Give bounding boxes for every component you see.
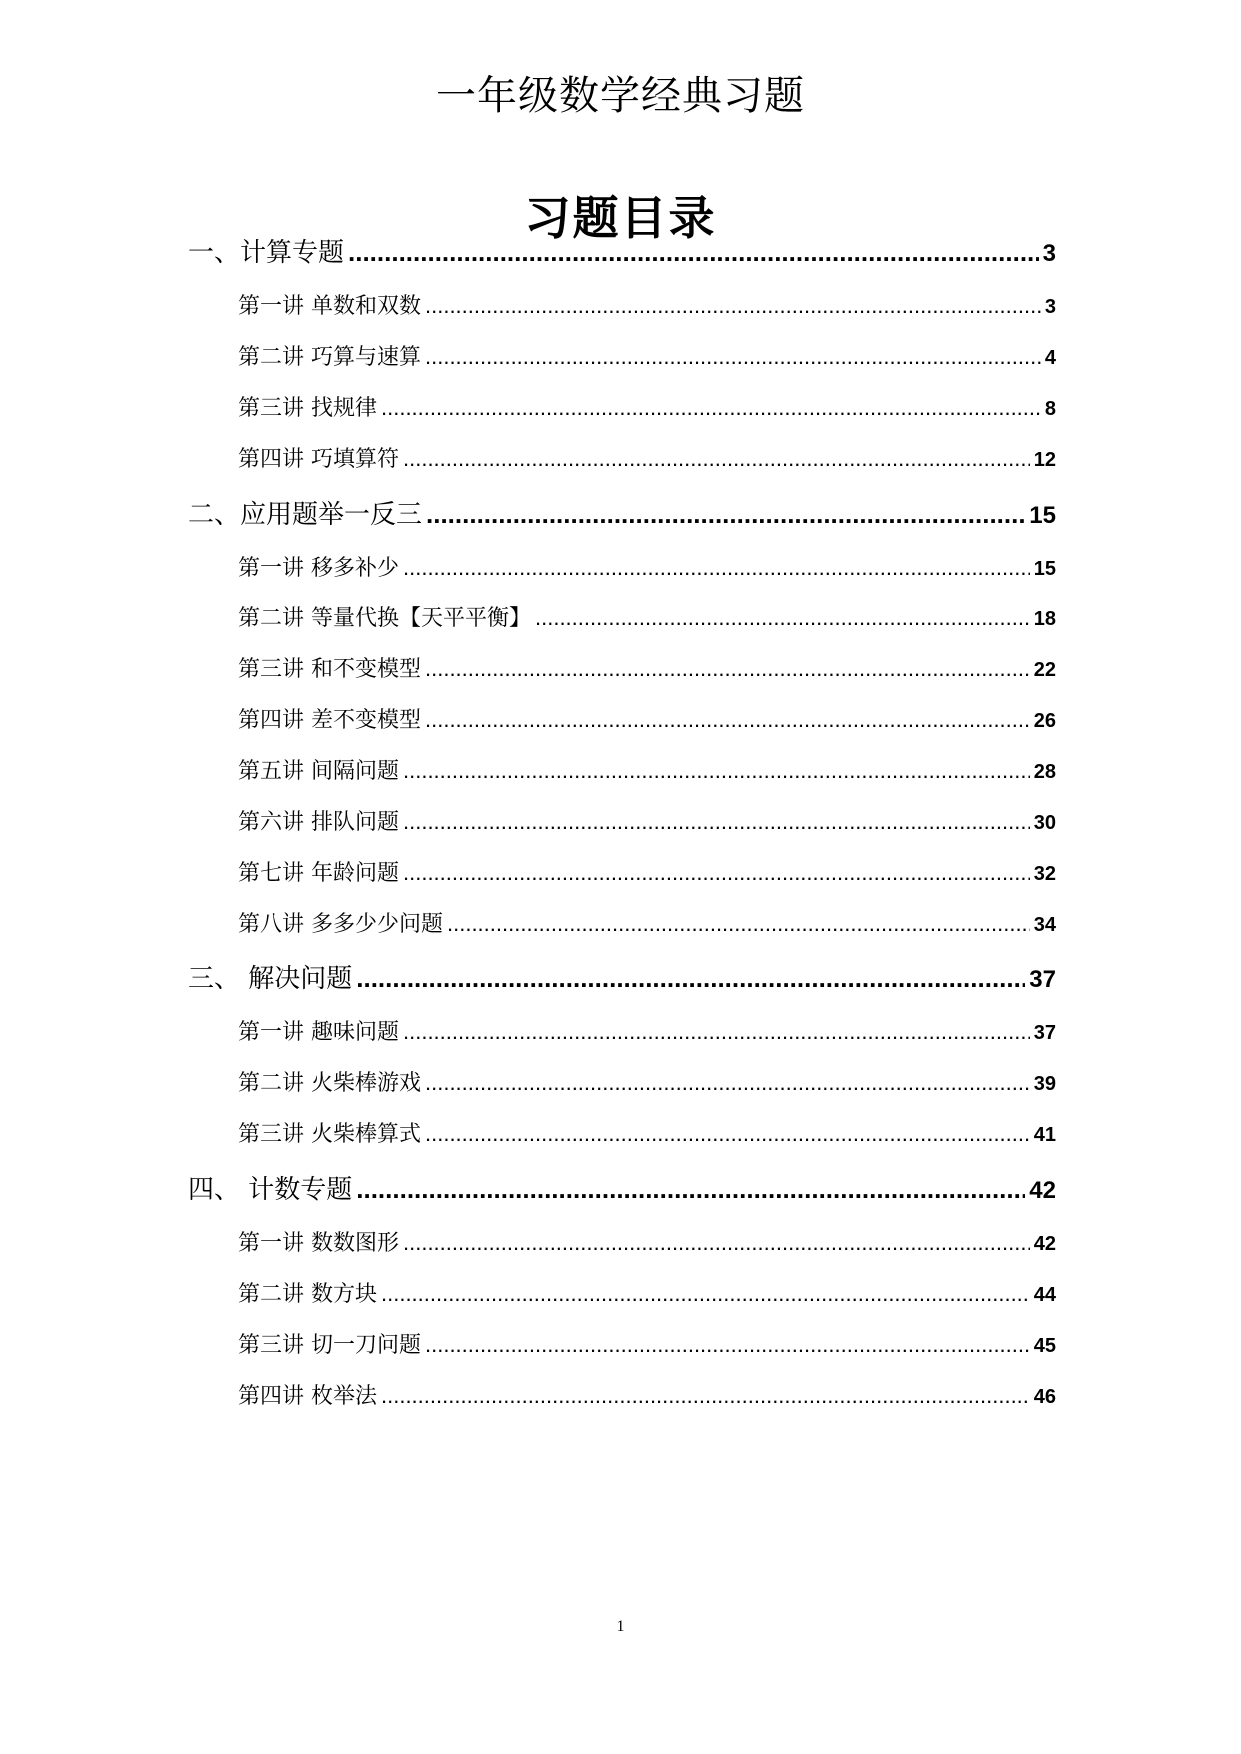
- toc-page-number: 18: [1033, 608, 1056, 630]
- toc-page-number: 42: [1029, 1177, 1056, 1204]
- toc-section-entry[interactable]: [188, 1169, 1056, 1209]
- toc-page-number: 34: [1033, 914, 1056, 936]
- toc-lesson-entry[interactable]: [238, 702, 1056, 738]
- toc-page-number: 8: [1044, 398, 1056, 420]
- toc-lesson-entry[interactable]: [238, 804, 1056, 840]
- toc-page-number: 15: [1033, 558, 1056, 580]
- dot-leader: [403, 441, 1030, 477]
- toc-section-entry[interactable]: [188, 232, 1056, 272]
- toc-page-number: 4: [1044, 347, 1056, 369]
- dot-leader: [425, 702, 1030, 738]
- toc-lesson-title: 第二讲 火柴棒游戏: [238, 1071, 421, 1096]
- toc-page-number: 15: [1029, 502, 1056, 529]
- toc-page-number: 30: [1033, 812, 1056, 834]
- toc-lesson-entry[interactable]: [238, 288, 1056, 324]
- toc-lesson-entry[interactable]: [238, 1116, 1056, 1152]
- toc-page-number: 44: [1033, 1284, 1056, 1306]
- toc-page-number: 12: [1033, 449, 1056, 471]
- toc-section-entry[interactable]: [188, 958, 1056, 998]
- toc-lesson-entry[interactable]: [238, 906, 1056, 942]
- toc-section-title: 一、计算专题: [188, 238, 345, 268]
- toc-lesson-entry[interactable]: [238, 339, 1056, 375]
- toc-lesson-title: 第一讲 移多补少: [238, 556, 399, 581]
- dot-leader: [426, 494, 1025, 534]
- dot-leader: [403, 855, 1030, 891]
- toc-page-number: 3: [1042, 240, 1056, 267]
- toc-lesson-title: 第一讲 单数和双数: [238, 294, 421, 319]
- toc-page-number: 28: [1033, 761, 1056, 783]
- toc-lesson-title: 第四讲 巧填算符: [238, 447, 399, 472]
- dot-leader: [425, 1065, 1030, 1101]
- dot-leader: [403, 753, 1030, 789]
- dot-leader: [425, 1327, 1030, 1363]
- toc-lesson-entry[interactable]: [238, 1378, 1056, 1414]
- toc-lesson-title: 第八讲 多多少少问题: [238, 912, 443, 937]
- dot-leader: [381, 1378, 1030, 1414]
- dot-leader: [425, 288, 1041, 324]
- toc-page-number: 46: [1033, 1386, 1056, 1408]
- toc-page-number: 41: [1033, 1124, 1056, 1146]
- toc-section-title: 二、应用题举一反三: [188, 500, 423, 530]
- toc-lesson-title: 第二讲 数方块: [238, 1282, 377, 1307]
- toc-section-entry[interactable]: [188, 494, 1056, 534]
- toc-page-number: 42: [1033, 1233, 1056, 1255]
- toc-lesson-entry[interactable]: [238, 1225, 1056, 1261]
- toc-lesson-entry[interactable]: [238, 1276, 1056, 1312]
- toc-page-number: 37: [1029, 966, 1056, 993]
- toc-page-number: 3: [1044, 296, 1056, 318]
- toc-page-number: 32: [1033, 863, 1056, 885]
- dot-leader: [403, 1225, 1030, 1261]
- dot-leader: [403, 550, 1030, 586]
- toc-lesson-title: 第七讲 年龄问题: [238, 861, 399, 886]
- dot-leader: [403, 1014, 1030, 1050]
- toc-page-number: 45: [1033, 1335, 1056, 1357]
- toc-lesson-title: 第四讲 差不变模型: [238, 708, 421, 733]
- toc-lesson-entry[interactable]: [238, 1014, 1056, 1050]
- toc-lesson-entry[interactable]: [238, 855, 1056, 891]
- toc-lesson-title: 第二讲 等量代换【天平平衡】: [238, 606, 531, 631]
- toc-lesson-entry[interactable]: [238, 1065, 1056, 1101]
- toc-lesson-entry[interactable]: [238, 753, 1056, 789]
- toc-page-number: 37: [1033, 1022, 1056, 1044]
- page-number: 1: [616, 1618, 625, 1635]
- dot-leader: [535, 600, 1030, 636]
- dot-leader: [403, 804, 1030, 840]
- toc-lesson-title: 第六讲 排队问题: [238, 810, 399, 835]
- dot-leader: [425, 1116, 1030, 1152]
- toc-lesson-title: 第二讲 巧算与速算: [238, 345, 421, 370]
- toc-lesson-title: 第一讲 趣味问题: [238, 1020, 399, 1045]
- dot-leader: [447, 906, 1030, 942]
- toc-lesson-title: 第三讲 找规律: [238, 396, 377, 421]
- toc-lesson-title: 第三讲 和不变模型: [238, 657, 421, 682]
- toc-lesson-entry[interactable]: [238, 390, 1056, 426]
- dot-leader: [381, 1276, 1030, 1312]
- toc-page-number: 26: [1033, 710, 1056, 732]
- toc-heading: 习题目录: [524, 191, 717, 245]
- toc-section-title: 四、 计数专题: [188, 1175, 353, 1205]
- toc-lesson-entry[interactable]: [238, 550, 1056, 586]
- toc-lesson-title: 第三讲 切一刀问题: [238, 1333, 421, 1358]
- document-title: 一年级数学经典习题: [436, 73, 805, 119]
- dot-leader: [381, 390, 1041, 426]
- toc-lesson-entry[interactable]: [238, 441, 1056, 477]
- toc-lesson-entry[interactable]: [238, 600, 1056, 636]
- dot-leader: [348, 232, 1039, 272]
- dot-leader: [425, 651, 1030, 687]
- toc-lesson-title: 第五讲 间隔问题: [238, 759, 399, 784]
- dot-leader: [425, 339, 1041, 375]
- toc-lesson-title: 第三讲 火柴棒算式: [238, 1122, 421, 1147]
- dot-leader: [356, 958, 1025, 998]
- dot-leader: [356, 1169, 1025, 1209]
- toc-page-number: 39: [1033, 1073, 1056, 1095]
- toc-lesson-entry[interactable]: [238, 1327, 1056, 1363]
- toc-lesson-title: 第四讲 枚举法: [238, 1384, 377, 1409]
- toc-lesson-title: 第一讲 数数图形: [238, 1231, 399, 1256]
- toc-page-number: 22: [1033, 659, 1056, 681]
- toc-section-title: 三、 解决问题: [188, 964, 353, 994]
- toc-lesson-entry[interactable]: [238, 651, 1056, 687]
